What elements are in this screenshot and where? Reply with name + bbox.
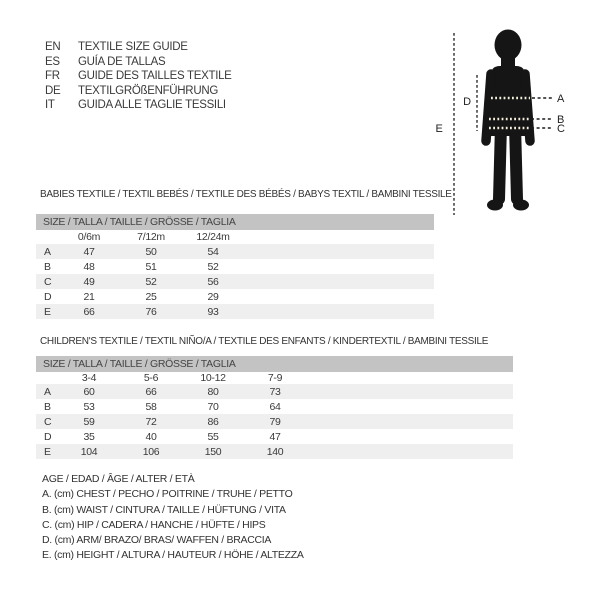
babies-col-header: 12/24m — [196, 231, 230, 243]
lang-code: DE — [45, 84, 61, 97]
table-cell: 51 — [145, 260, 157, 273]
measure-label-d: D — [463, 96, 471, 108]
babies-table-row — [36, 274, 434, 289]
lang-label: GUIDA ALLE TAGLIE TESSILI — [78, 99, 226, 112]
children-col-header: 7-9 — [267, 372, 283, 384]
table-cell: 70 — [207, 400, 219, 413]
babies-table-row — [36, 289, 434, 304]
babies-table-row — [36, 304, 434, 319]
table-cell: 150 — [204, 445, 222, 458]
legend-item-height: E. (cm) HEIGHT / ALTURA / HAUTEUR / HÖHE / ALTEZZA — [42, 549, 304, 562]
table-cell: 60 — [83, 385, 95, 398]
language-list — [45, 40, 232, 113]
row-label: E — [44, 445, 51, 458]
table-cell: 47 — [83, 245, 95, 258]
table-cell: 55 — [207, 430, 219, 443]
lang-code: IT — [45, 99, 55, 112]
table-cell: 58 — [145, 400, 157, 413]
row-label: A — [44, 245, 51, 258]
children-section-title: CHILDREN'S TEXTILE / TEXTIL NIÑO/A / TEXTILE DES ENFANTS / KINDERTEXTIL / BAMBINI TESSILE — [40, 336, 489, 347]
row-label: B — [44, 260, 51, 273]
table-cell: 49 — [83, 275, 95, 288]
babies-column-headers — [36, 230, 434, 244]
table-cell: 48 — [83, 260, 95, 273]
lang-row-es — [45, 55, 232, 70]
table-cell: 73 — [269, 385, 281, 398]
table-cell: 140 — [266, 445, 284, 458]
legend-item-waist: B. (cm) WAIST / CINTURA / TAILLE / HÜFTUNG / VITA — [42, 503, 286, 516]
babies-table-row — [36, 244, 434, 259]
table-cell: 29 — [207, 290, 219, 303]
measure-label-c: C — [557, 123, 565, 135]
lang-row-de — [45, 84, 232, 99]
children-size-header-bar: SIZE / TALLA / TAILLE / GRÖSSE / TAGLIA — [36, 356, 513, 372]
table-cell: 50 — [145, 245, 157, 258]
table-cell: 66 — [145, 385, 157, 398]
legend-item-hip: C. (cm) HIP / CADERA / HANCHE / HÜFTE / HIPS — [42, 518, 266, 531]
measure-label-a: A — [557, 93, 565, 105]
table-cell: 52 — [207, 260, 219, 273]
lang-code: ES — [45, 55, 60, 68]
table-cell: 52 — [145, 275, 157, 288]
table-cell: 72 — [145, 415, 157, 428]
lang-label: GUÍA DE TALLAS — [78, 55, 166, 68]
row-label: B — [44, 400, 51, 413]
measure-label-e: E — [435, 123, 443, 135]
table-cell: 93 — [207, 305, 219, 318]
lang-label: TEXTILGRÖßENFÜHRUNG — [78, 84, 218, 97]
lang-row-it — [45, 98, 232, 113]
table-cell: 79 — [269, 415, 281, 428]
babies-col-header: 0/6m — [77, 231, 101, 243]
table-cell: 40 — [145, 430, 157, 443]
children-table-row — [36, 414, 513, 429]
babies-col-header: 7/12m — [137, 231, 165, 243]
children-column-headers — [36, 372, 513, 384]
row-label: A — [44, 385, 51, 398]
children-table-row — [36, 399, 513, 414]
table-cell: 66 — [83, 305, 95, 318]
table-cell: 25 — [145, 290, 157, 303]
children-table-row — [36, 384, 513, 399]
row-label: C — [44, 415, 52, 428]
table-cell: 53 — [83, 400, 95, 413]
table-cell: 56 — [207, 275, 219, 288]
table-cell: 21 — [83, 290, 95, 303]
measure-label-b: B — [557, 114, 565, 126]
children-table-row — [36, 444, 513, 459]
table-cell: 54 — [207, 245, 219, 258]
lang-label: TEXTILE SIZE GUIDE — [78, 41, 188, 53]
table-cell: 86 — [207, 415, 219, 428]
table-cell: 59 — [83, 415, 95, 428]
table-cell: 76 — [145, 305, 157, 318]
row-label: C — [44, 275, 52, 288]
legend-item-arm: D. (cm) ARM/ BRAZO/ BRAS/ WAFFEN / BRACCIA — [42, 534, 272, 547]
row-label: D — [44, 430, 52, 443]
legend-age-line: AGE / EDAD / ÂGE / ALTER / ETÀ — [42, 473, 195, 485]
babies-size-header-bar: SIZE / TALLA / TAILLE / GRÖSSE / TAGLIA — [36, 214, 434, 230]
lang-row-en — [45, 40, 232, 55]
children-col-header: 5-6 — [143, 372, 159, 384]
babies-section-title: BABIES TEXTILE / TEXTIL BEBÉS / TEXTILE DES BÉBÉS / BABYS TEXTIL / BAMBINI TESSILE — [40, 189, 452, 200]
lang-code: FR — [45, 70, 60, 83]
lang-row-fr — [45, 69, 232, 84]
table-cell: 104 — [80, 445, 98, 458]
table-cell: 35 — [83, 430, 95, 443]
children-table-row — [36, 429, 513, 444]
measurement-legend — [42, 472, 304, 564]
row-label: E — [44, 305, 51, 318]
legend-item-chest: A. (cm) CHEST / PECHO / POITRINE / TRUHE / PETTO — [42, 488, 293, 501]
row-label: D — [44, 290, 52, 303]
table-cell: 47 — [269, 430, 281, 443]
table-cell: 106 — [142, 445, 160, 458]
lang-label: GUIDE DES TAILLES TEXTILE — [78, 70, 232, 83]
children-col-header: 10-12 — [200, 372, 226, 384]
babies-table-row — [36, 259, 434, 274]
table-cell: 80 — [207, 385, 219, 398]
lang-code: EN — [45, 41, 61, 53]
children-col-header: 3-4 — [81, 372, 97, 384]
table-cell: 64 — [269, 400, 281, 413]
